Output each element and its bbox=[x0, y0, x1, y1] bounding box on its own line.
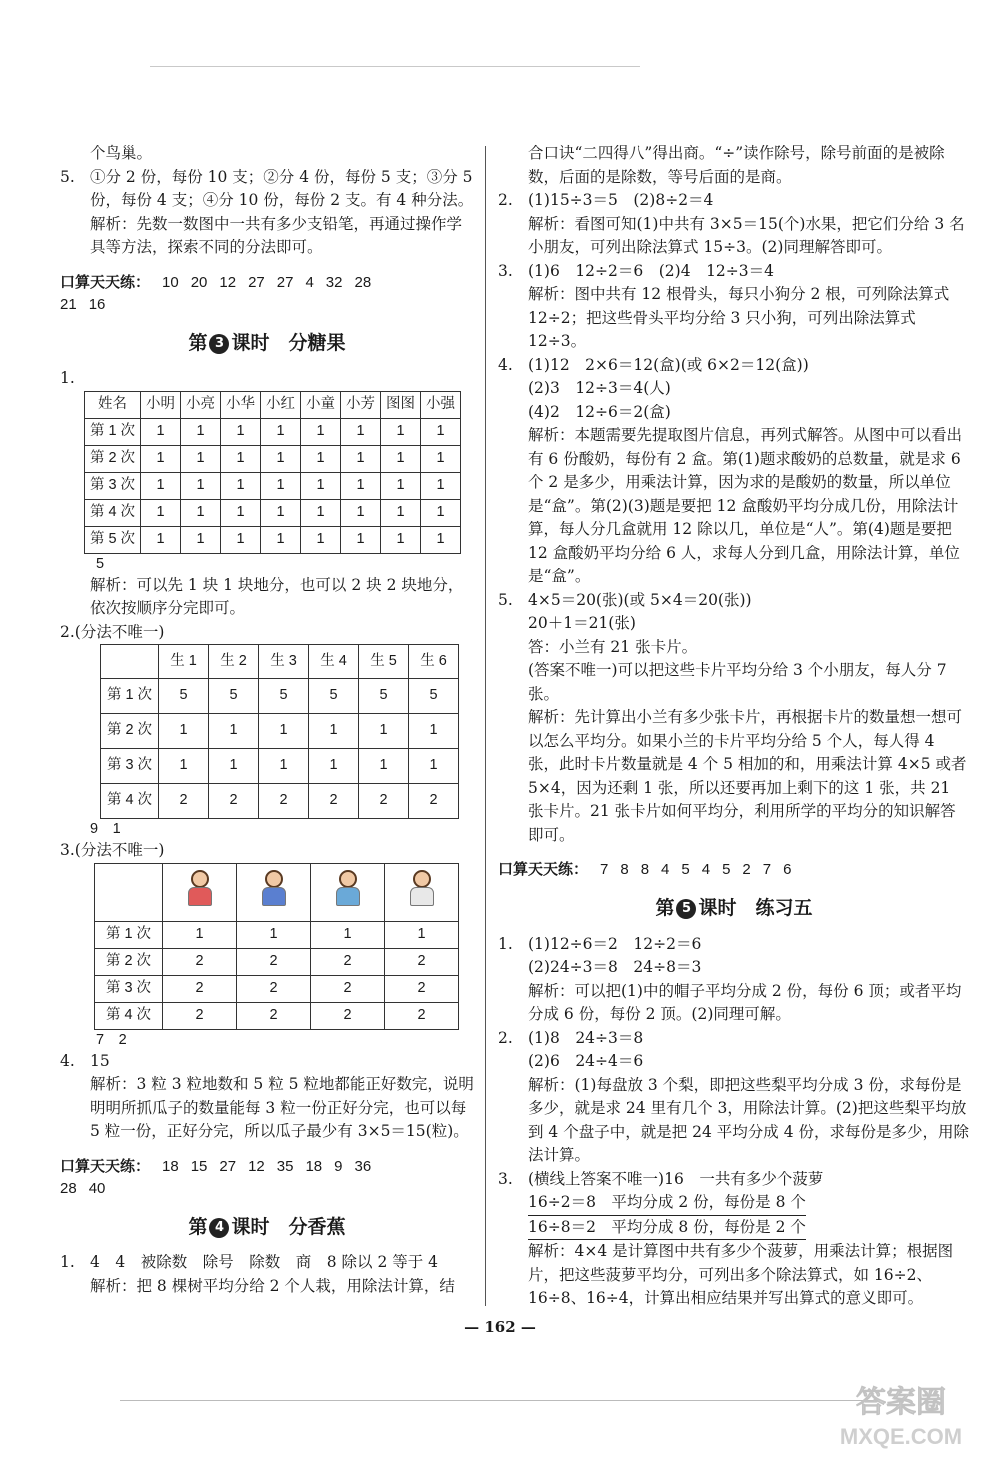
t1-analysis: 解析：可以先 1 块 1 块地分，也可以 2 块 2 块地分，依次按顺序分完即可。 bbox=[90, 575, 464, 617]
lesson-4-question-1: 1. 4 4 被除数 除号 除数 商 8 除以 2 等于 4 bbox=[60, 1253, 439, 1271]
lesson-5-title: 第 5 课时 练习五 bbox=[655, 897, 813, 919]
table-header-row: 姓名 小明 小亮 小华 小红 小童 小芳 图图 小强 bbox=[85, 391, 461, 418]
lesson-3-title: 第 3 课时 分糖果 bbox=[188, 331, 346, 354]
question-2: 2. (1)15÷3＝5 (2)8÷2＝4 bbox=[498, 191, 714, 209]
lesson-4-title: 第 4 课时 分香蕉 bbox=[188, 1215, 346, 1238]
child-1-picture bbox=[163, 863, 237, 921]
t1-answer: 5 bbox=[96, 555, 105, 572]
lesson-5-question-1: 1. (1)12÷6＝2 12÷2＝6 (2)24÷3＝8 24÷8＝3 bbox=[498, 934, 702, 976]
table-row: 第 1 次 1 1 1 1 bbox=[95, 921, 459, 948]
column-divider bbox=[485, 146, 486, 1306]
candy-table-3 bbox=[94, 863, 459, 1030]
table-row: 第 2 次 1 1 1 1 1 1 1 1 bbox=[85, 445, 461, 472]
child-2-picture bbox=[237, 863, 311, 921]
t2-num: 2.(分法不唯一) bbox=[60, 622, 165, 641]
question-5: 5. ①分 2 份，每份 10 支；②分 4 份，每份 5 支；③分 5 份，每份 4 支；④分 10 份，每份 2 支。有 4 种分法。 bbox=[60, 167, 474, 209]
question-4-analysis: 解析：3 粒 3 粒地数和 5 粒 5 粒地都能正好数完，说明明明所抓瓜子的数量能每 3 粒一份正好分完，也可以每 5 粒一份，正好分完，所以瓜子最少有 3×5＝15(粒)。 bbox=[90, 1075, 474, 1140]
lesson-5-question-3-analysis: 解析：4×4 是计算图中共有多少个菠萝，用乘法计算；根据图片，把这些菠萝平均分，可列出多个除法算式，如 16÷2、16÷8、16÷4，计算出相应结果并写出算式的意义即可。 bbox=[528, 1242, 954, 1307]
table-row: 第 3 次 2 2 2 2 bbox=[95, 975, 459, 1002]
question-4: 4. 15 bbox=[60, 1051, 110, 1070]
oral-label: 口算天天练： bbox=[60, 1157, 151, 1175]
question-2-analysis: 解析：看图可知(1)中共有 3×5＝15(个)水果，把它们分给 3 名小朋友，可列出除法算式 15÷3。(2)同理解答即可。 bbox=[528, 214, 965, 256]
question-4-analysis: 解析：本题需要先提取图片信息，再列式解答。从图中可以看出有 6 份酸奶，每份有 2 盒。第(1)题求酸奶的总数量，就是求 6 个 2 是多少，用乘法计算，因为求的是酸奶的数量，所以单位是“盒”。第(2)(3)题是要把 12 盒酸奶平均分成几份，用除法计算，每人分几盒就用 12 除以几，单位是“人”。第(4)题是要把 12 盒酸奶平均分给 6 人，求每人分到几盒，用除法计算，单位是“盒”。 bbox=[528, 426, 963, 585]
right-column bbox=[498, 142, 970, 1311]
watermark-brand: 答案圈 bbox=[856, 1385, 946, 1420]
table-row: 第 1 次 5 5 5 5 5 5 bbox=[101, 679, 459, 714]
t1-num: 1. bbox=[60, 369, 75, 387]
t3-answer: 7 2 bbox=[96, 1031, 127, 1048]
table-row: 第 3 次 1 1 1 1 1 1 1 1 bbox=[85, 472, 461, 499]
question-3: 3. (1)6 12÷2＝6 (2)4 12÷3＝4 bbox=[498, 261, 775, 280]
oral-practice-1: 口算天天练： 10 20 12 27 27 4 32 28 21 16 bbox=[60, 273, 372, 313]
table-header-row: 生 1 生 2 生 3 生 4 生 5 生 6 bbox=[101, 645, 459, 679]
watermark-text: MXQE.COM bbox=[839, 1424, 963, 1449]
table-header-row bbox=[95, 863, 459, 921]
intro-line: 个鸟巢。 bbox=[90, 144, 153, 162]
question-5-analysis: 解析：先计算出小兰有多少张卡片，再根据卡片的数量想一想可以怎么平均分。如果小兰的卡片平均分给 5 个人，每人得 4 张，此时卡片数量就是 4 个 5 相加的和，用乘法计算 4×5 或者 5×4，因为还剩 1 张，所以还要再加上剩下的这 1 张，共 21 张卡片。21 张卡片如何平均分，利用所学的平均分的知识解答即可。 bbox=[528, 708, 967, 844]
lesson-5-question-3: 3. (横线上答案不唯一)16 一共有多少个菠萝 16÷2＝8 平均分成 2 份，每份是 8 个 16÷8＝2 平均分成 8 份，每份是 2 个 bbox=[498, 1168, 970, 1241]
question-5: 5. 4×5＝20(张)(或 5×4＝20(张)) 20＋1＝21(张) 答：小兰有 21 张卡片。 (答案不唯一)可以把这些卡片平均分给 3 个小朋友，每人分 7 张。 bbox=[498, 590, 947, 703]
lesson-4-question-1-analysis: 解析：把 8 棵树平均分给 2 个人栽，用除法计算，结 bbox=[90, 1276, 455, 1295]
table-row: 第 2 次 1 1 1 1 1 1 bbox=[101, 714, 459, 749]
table-row: 第 2 次 2 2 2 2 bbox=[95, 948, 459, 975]
child-4-picture bbox=[385, 863, 459, 921]
page-number: — 162 — bbox=[464, 1318, 536, 1336]
lesson-5-question-2: 2. (1)8 24÷3＝8 (2)6 24÷4＝6 bbox=[498, 1028, 644, 1070]
table-row: 第 4 次 2 2 2 2 2 2 bbox=[101, 784, 459, 819]
watermark-logo bbox=[826, 1380, 976, 1450]
table-row: 第 4 次 2 2 2 2 bbox=[95, 1002, 459, 1029]
oral-practice-3: 口算天天练： 7 8 8 4 5 4 5 2 7 6 bbox=[498, 861, 792, 878]
top-rule bbox=[150, 66, 640, 67]
lesson-5-question-1-analysis: 解析：可以把(1)中的帽子平均分成 2 份，每份 6 顶；或者平均分成 6 份，每份 2 顶。(2)同理可解。 bbox=[528, 981, 962, 1023]
lesson-5-question-2-analysis: 解析：(1)每盘放 3 个梨，即把这些梨平均分成 3 份，求每份是多少，就是求 24 里有几个 3，用除法计算。(2)把这些梨平均放到 4 个盘子中，就是把 24 平均分成 4 份，求每份是多少，用除法计算。 bbox=[528, 1075, 970, 1164]
question-3-analysis: 解析：图中共有 12 根骨头，每只小狗分 2 根，可列除法算式 12÷2；把这些骨头平均分给 3 只小狗，可列出除法算式 12÷3。 bbox=[528, 285, 950, 350]
table-row: 第 4 次 1 1 1 1 1 1 1 1 bbox=[85, 499, 461, 526]
question-5-analysis: 解析：先数一数图中一共有多少支铅笔，再通过操作学具等方法，探索不同的分法即可。 bbox=[90, 214, 463, 256]
t3-num: 3.(分法不唯一) bbox=[60, 841, 165, 859]
candy-table-2 bbox=[100, 644, 459, 819]
continuation-text: 合口诀“二四得八”得出商。“÷”读作除号，除号前面的是被除数，后面的是除数，等号后面的是商。 bbox=[528, 144, 945, 186]
oral-practice-2: 口算天天练： 18 15 27 12 35 18 9 36 28 40 bbox=[60, 1157, 372, 1197]
footer-rule bbox=[120, 1400, 880, 1401]
oral-label: 口算天天练： bbox=[498, 861, 589, 878]
left-column bbox=[60, 142, 474, 1298]
table-row: 第 5 次 1 1 1 1 1 1 1 1 bbox=[85, 526, 461, 553]
candy-table-1 bbox=[84, 391, 461, 554]
oral-label: 口算天天练： bbox=[60, 273, 151, 291]
table-row: 第 3 次 1 1 1 1 1 1 bbox=[101, 749, 459, 784]
table-row: 第 1 次 1 1 1 1 1 1 1 1 bbox=[85, 418, 461, 445]
question-4: 4. (1)12 2×6＝12(盒)(或 6×2＝12(盒)) (2)3 12÷3＝4(人) (4)2 12÷6＝2(盒) bbox=[498, 355, 809, 421]
child-3-picture bbox=[311, 863, 385, 921]
t2-answer: 9 1 bbox=[90, 821, 121, 837]
